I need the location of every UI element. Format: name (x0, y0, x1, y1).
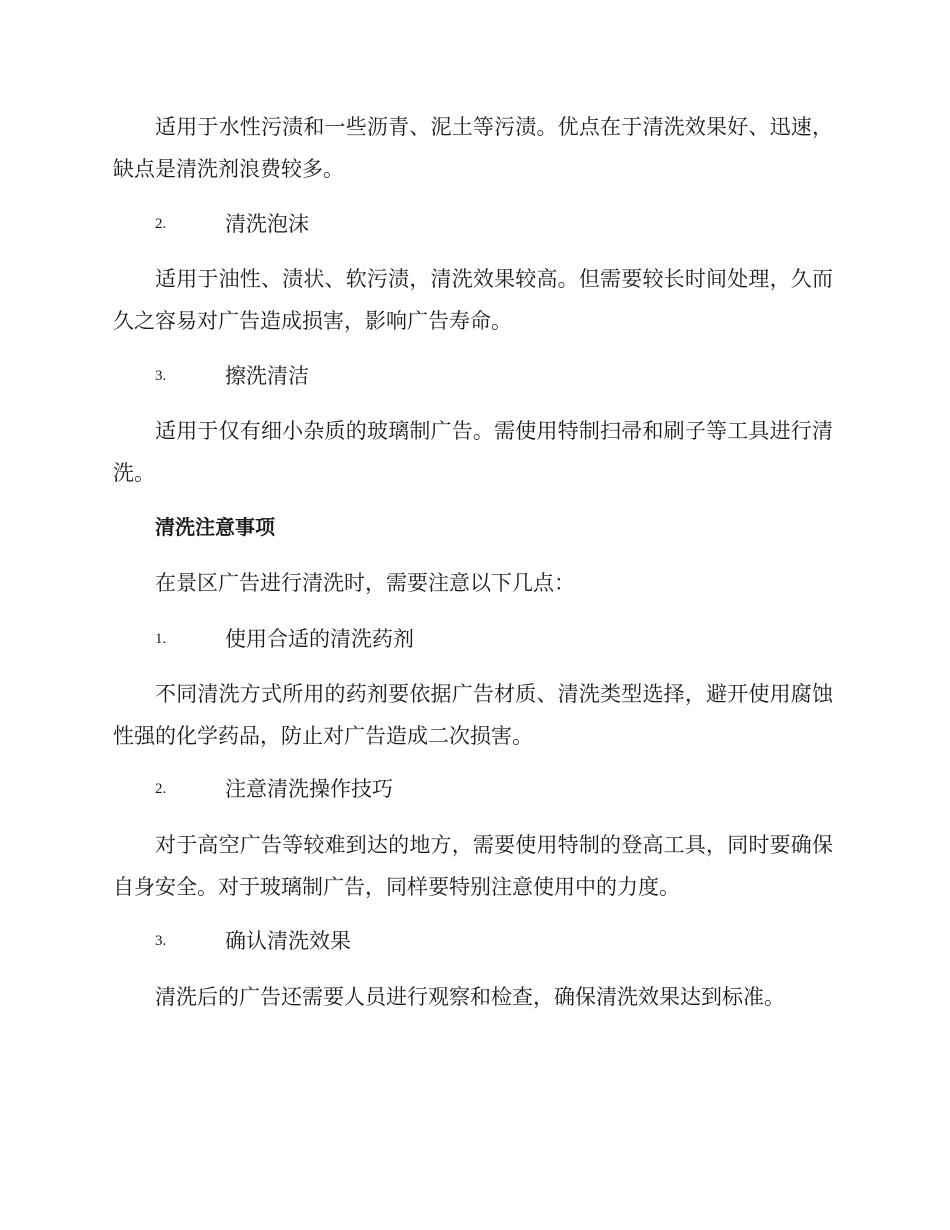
paragraph-foam: 适用于油性、渍状、软污渍，清洗效果较高。但需要较长时间处理，久而久之容易对广告造成损害，影响广告寿命。 (113, 267, 833, 333)
list-number: 2. (155, 216, 167, 232)
list-item-confirm-effect (155, 920, 795, 962)
paragraph-water-stains: 适用于水性污渍和一些沥青、泥土等污渍。优点在于清洗效果好、迅速，缺点是清洗剂浪费较多。 (113, 115, 833, 181)
list-label: 清洗泡沫 (225, 212, 309, 236)
section-heading: 清洗注意事项 (155, 515, 275, 539)
paragraph-agent: 不同清洗方式所用的药剂要依据广告材质、清洗类型选择，避开使用腐蚀性强的化学药品，防止对广告造成二次损害。 (113, 682, 833, 748)
list-number: 3. (155, 933, 167, 949)
paragraph-notes-intro: 在景区广告进行清洗时，需要注意以下几点： (155, 571, 575, 595)
list-label: 使用合适的清洗药剂 (225, 627, 414, 651)
list-item-scrub-cleaning (155, 355, 795, 397)
paragraph-scrub: 适用于仅有细小杂质的玻璃制广告。需使用特制扫帚和刷子等工具进行清洗。 (113, 419, 833, 485)
list-label: 确认清洗效果 (225, 929, 351, 953)
list-number: 3. (155, 368, 167, 384)
list-number: 1. (155, 631, 167, 647)
list-label: 注意清洗操作技巧 (225, 777, 393, 801)
paragraph-confirm: 清洗后的广告还需要人员进行观察和检查，确保清洗效果达到标准。 (155, 985, 785, 1009)
list-label: 擦洗清洁 (225, 364, 309, 388)
list-item-foam-cleaning (155, 203, 795, 245)
list-item-technique (155, 768, 795, 810)
paragraph-technique: 对于高空广告等较难到达的地方，需要使用特制的登高工具，同时要确保自身安全。对于玻璃制广告，同样要特别注意使用中的力度。 (113, 833, 833, 899)
list-item-proper-agent (155, 618, 795, 660)
list-number: 2. (155, 781, 167, 797)
